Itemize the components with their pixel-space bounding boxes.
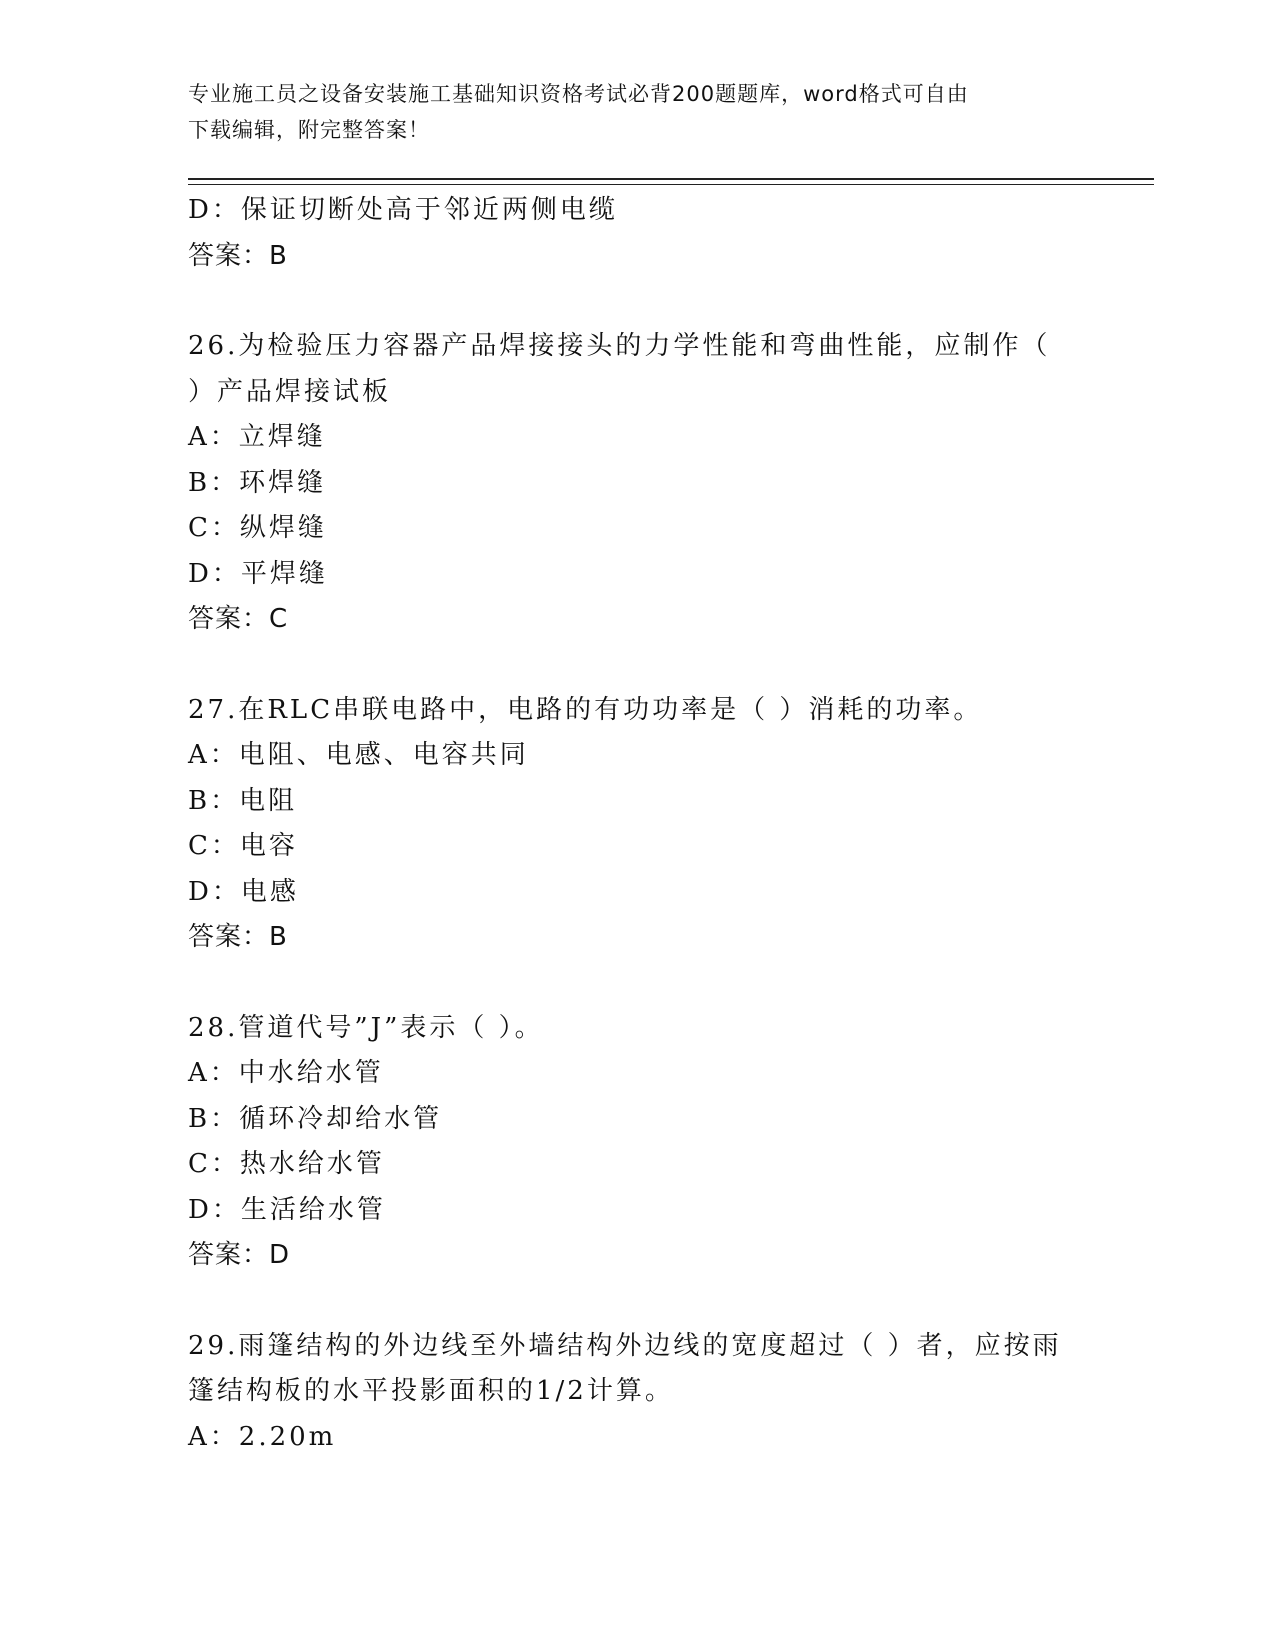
option-a: A：中水给水管 bbox=[188, 1058, 384, 1088]
document-body bbox=[188, 188, 1088, 1460]
option-a: A：2.20m bbox=[188, 1421, 337, 1452]
question-stem: 26.为检验压力容器产品焊接接头的力学性能和弯曲性能，应制作（ bbox=[188, 331, 1051, 361]
option-d: D：电感 bbox=[188, 876, 299, 907]
header-rule-thin bbox=[188, 184, 1154, 185]
option-c: C：电容 bbox=[188, 831, 298, 861]
header-line-2: 下载编辑，附完整答案！ bbox=[188, 118, 430, 142]
previous-question-tail bbox=[188, 188, 1088, 279]
question-stem: 27.在RLC串联电路中，电路的有功功率是（ ）消耗的功率。 bbox=[188, 694, 983, 725]
option-c: C：纵焊缝 bbox=[188, 513, 327, 543]
option-c: C：热水给水管 bbox=[188, 1149, 385, 1179]
answer-line: 答案：D bbox=[188, 1240, 291, 1270]
header-line-1: 专业施工员之设备安装施工基础知识资格考试必背200题题库，word格式可自由 bbox=[188, 82, 969, 106]
option-a: A：电阻、电感、电容共同 bbox=[188, 740, 529, 770]
option-b: B：循环冷却给水管 bbox=[188, 1103, 443, 1134]
question-stem: 28.管道代号”J”表示（ ）。 bbox=[188, 1012, 544, 1043]
option-d: D：平焊缝 bbox=[188, 558, 328, 589]
option-d: D：保证切断处高于邻近两侧电缆 bbox=[188, 195, 618, 225]
question-stem: 29.雨篷结构的外边线至外墙结构外边线的宽度超过（ ）者，应按雨 bbox=[188, 1330, 1062, 1361]
question-27 bbox=[188, 688, 1088, 961]
question-stem: ）产品焊接试板 bbox=[188, 376, 392, 407]
option-a: A：立焊缝 bbox=[188, 422, 326, 452]
question-stem: 篷结构板的水平投影面积的1/2计算。 bbox=[188, 1376, 674, 1406]
answer-line: 答案：B bbox=[188, 240, 288, 271]
document-header bbox=[188, 76, 1068, 148]
answer-line: 答案：B bbox=[188, 922, 288, 952]
question-28 bbox=[188, 1006, 1088, 1279]
question-29 bbox=[188, 1324, 1088, 1461]
answer-line: 答案：C bbox=[188, 604, 289, 634]
header-rule-thick bbox=[188, 178, 1154, 180]
question-26 bbox=[188, 324, 1088, 643]
option-d: D：生活给水管 bbox=[188, 1194, 386, 1225]
option-b: B：环焊缝 bbox=[188, 467, 327, 498]
option-b: B：电阻 bbox=[188, 785, 298, 816]
